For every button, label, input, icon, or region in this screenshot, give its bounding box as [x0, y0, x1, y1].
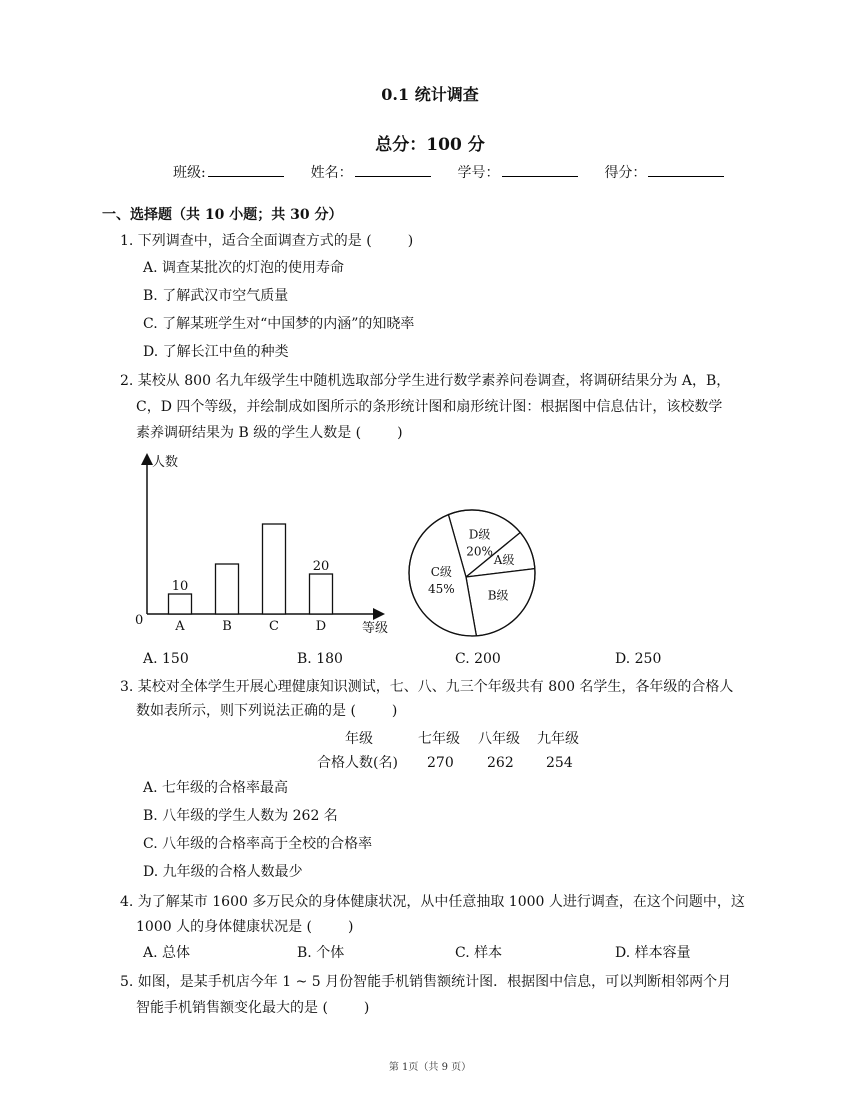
question-2-line1: 2. 某校从 800 名九年级学生中随机选取部分学生进行数学素养问卷调查，将调研结果分为 A，B，	[120, 373, 731, 389]
question-3-line2: 数如表所示，则下列说法正确的是 ( )	[136, 703, 398, 719]
question-4-line1: 4. 为了解某市 1600 多万民众的身体健康状况，从中任意抽取 1000 人进行调查，在这个问题中，这	[120, 894, 745, 910]
x-axis-label: 等级	[362, 621, 389, 636]
bar-d	[310, 574, 333, 614]
question-2-line2: C，D 四个等级，并绘制成如图所示的条形统计图和扇形统计图：根据图中信息估计，该校数学	[136, 399, 723, 415]
y-axis-label: 人数	[152, 455, 179, 470]
bar-data-label: 20	[312, 559, 330, 574]
table-row-label: 合格人数(名)	[317, 755, 398, 771]
q1-option-c[interactable]: C. 了解某班学生对“中国梦的内涵”的知晓率	[143, 316, 415, 332]
class-label: 班级:	[173, 165, 206, 181]
x-tick-label: C	[269, 619, 279, 634]
q3-option-b[interactable]: B. 八年级的学生人数为 262 名	[143, 808, 338, 824]
pie-slice-label: A级	[493, 553, 515, 568]
student-info-fields	[173, 162, 724, 182]
class-field[interactable]	[208, 164, 284, 177]
bar-chart	[130, 448, 395, 638]
pie-slice-label: C级	[430, 565, 452, 580]
x-tick-label: A	[175, 619, 185, 634]
bar-data-label: 10	[171, 579, 189, 594]
pie-slice-percent: 45%	[427, 582, 455, 597]
table-header-grade7: 七年级	[418, 731, 460, 747]
bar-c	[263, 524, 286, 614]
pie-chart	[405, 506, 540, 641]
q1-option-a[interactable]: A. 调查某批次的灯泡的使用寿命	[143, 260, 345, 276]
score-label: 得分：	[604, 165, 647, 181]
question-4-line2: 1000 人的身体健康状况是 ( )	[136, 919, 354, 935]
question-2-line3: 素养调研结果为 B 级的学生人数是 ( )	[136, 425, 403, 441]
origin-label: 0	[135, 613, 144, 628]
pie-slice-label: B级	[487, 588, 509, 603]
table-header-grade8: 八年级	[478, 731, 520, 747]
q4-option-d[interactable]: D. 样本容量	[615, 945, 691, 961]
table-header-grade9: 九年级	[537, 731, 579, 747]
total-score: 总分：100 分	[375, 135, 485, 155]
student-id-label: 学号：	[457, 165, 500, 181]
q1-option-d[interactable]: D. 了解长江中鱼的种类	[143, 344, 289, 360]
q1-option-b[interactable]: B. 了解武汉市空气质量	[143, 288, 289, 304]
question-1-stem: 1. 下列调查中，适合全面调查方式的是 ( )	[120, 233, 414, 249]
q2-option-d[interactable]: D. 250	[615, 651, 662, 667]
name-label: 姓名：	[310, 165, 353, 181]
bar-b	[216, 564, 239, 614]
q4-option-a[interactable]: A. 总体	[143, 945, 191, 961]
page-title: 0.1 统计调查	[381, 85, 479, 104]
q2-option-c[interactable]: C. 200	[455, 651, 501, 667]
q3-option-a[interactable]: A. 七年级的合格率最高	[143, 780, 289, 796]
name-field[interactable]	[355, 164, 431, 177]
pie-slice-label: D级	[468, 527, 491, 542]
section-heading: 一、选择题（共 10 小题；共 30 分）	[102, 207, 343, 223]
table-header-grade: 年级	[345, 731, 373, 747]
q2-option-a[interactable]: A. 150	[143, 651, 189, 667]
pie-slice-percent: 20%	[466, 544, 493, 559]
table-cell-grade8: 262	[487, 755, 514, 771]
question-5-line2: 智能手机销售额变化最大的是 ( )	[136, 1000, 370, 1016]
page-footer: 第 1页（共 9 页）	[388, 1062, 472, 1073]
q4-option-b[interactable]: B. 个体	[297, 945, 345, 961]
q4-option-c[interactable]: C. 样本	[455, 945, 503, 961]
question-5-line1: 5. 如图，是某手机店今年 1 ~ 5 月份智能手机销售额统计图．根据图中信息，可以判断相邻两个月	[120, 974, 732, 990]
x-tick-label: B	[222, 619, 232, 634]
q2-option-b[interactable]: B. 180	[297, 651, 343, 667]
score-field[interactable]	[648, 164, 724, 177]
table-cell-grade9: 254	[546, 755, 573, 771]
question-3-line1: 3. 某校对全体学生开展心理健康知识测试，七、八、九三个年级共有 800 名学生，各年级的合格人	[120, 679, 734, 695]
x-tick-label: D	[315, 619, 327, 634]
table-cell-grade7: 270	[427, 755, 454, 771]
bar-a	[169, 594, 192, 614]
student-id-field[interactable]	[502, 164, 578, 177]
q3-option-d[interactable]: D. 九年级的合格人数最少	[143, 864, 303, 880]
q3-option-c[interactable]: C. 八年级的合格率高于全校的合格率	[143, 836, 373, 852]
